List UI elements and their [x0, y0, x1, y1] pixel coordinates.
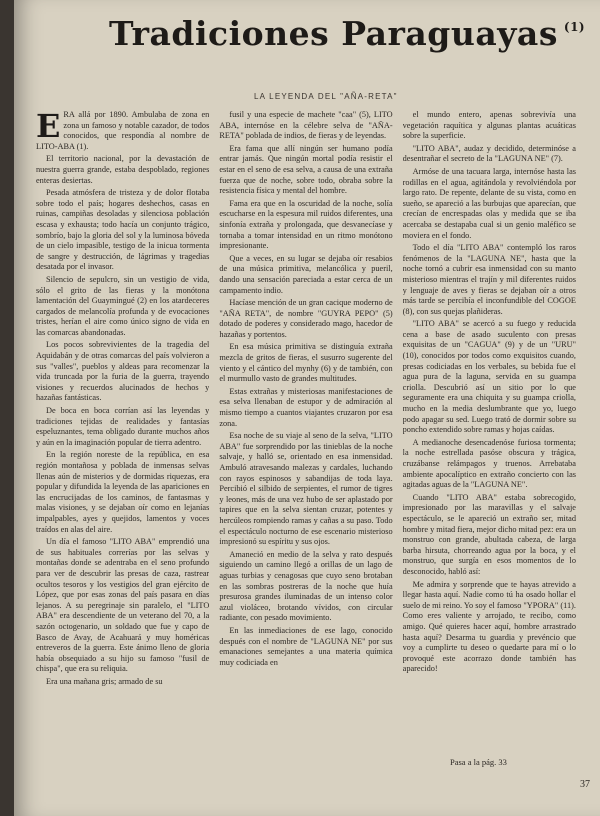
- paragraph: Silencio de sepulcro, sin un vestigio de vida, sólo el grito de las fieras y la monótona lamentación del Guaymingué (2) en los atardeceres cargados de melancolía profunda y de evocaciones tristes, herían el aire como único signo de vida en las comarcas abandonadas.: [36, 274, 210, 337]
- paragraph: Un día el famoso "LITO ABA" emprendió una de sus habituales correrías por las selvas y montañas donde se adentraba en el seno profundo para ver de descubrir las presas de caza, rastrear ocultos tesoros y los vestigios del gran ejército de López, que por esas zonas del país pasara en días lejanos. A su peregrinaje sin paralelo, el "LITO ABA" era descendiente de un veterano del 70, a la sazón octogenario, un soldado que fue y capo de Basco de Avay, de Acahuará y muy homéricas entreveros de la guerra. Este ánimo lleno de gloria había obsequiado a su hijo su famoso "fusil de chispa", que era su reliquia.: [36, 537, 210, 674]
- column-2: [219, 110, 392, 750]
- paragraph: Me admira y sorprende que te hayas atrevido a llegar hasta aquí. Nadie como tú ha osado hollar el suelo de mi reino. Yo soy el famoso "YPORA" (11). Como eres valiente y arrojado, te recibo, como amigo. Qué quieres hacer aquí, hombre arrastrado hasta aquí? Desarma tu guardia y prevéncio que voy a cumplirte tu deseo o quedarte para mí o lo provoqué este acorrazo donde también has aparecido!: [402, 579, 576, 674]
- paragraph: En la región noreste de la república, en esa región montañosa y poblada de inmensas selvas llenas aún de misterios y de dormidas riquezas, era popular y difundida la leyenda de las apariciones en las encrucijadas de los caminos, de fantasmas y malas visiones, y se dejaban oír como en lejanías impalpables, ayes y quejidos, lamentos y voces traídos en alas del aire.: [36, 450, 210, 534]
- page-number: 37: [580, 779, 590, 790]
- paragraph: "LITO ABA", audaz y decidido, determinóse a desentrañar el secreto de la "LAGUNA NE" (7).: [402, 143, 576, 164]
- paragraph: el mundo entero, apenas sobrevivía una vegetación raquítica y algunas plantas acuáticas sobre la superficie.: [402, 110, 576, 141]
- paragraph: Amaneció en medio de la selva y rato después siguiendo un camino llegó a orillas de un lago de aguas turbias y cenagosas que cuyo seno brotaban en las sombras postreras de la noche que huía presurosa grandes iluminadas de un intenso color azul violáceo, brotando vívidos, con circular radiante, con pesado movimiento.: [219, 549, 393, 623]
- paragraph: A medianoche desencadenóse furiosa tormenta; la noche estrellada pasóse obscura y trágica, cruzábanse relámpagos y truenos. Arrebataba ambiente apocalíptico en extraño concierto con las agitadas aguas de la "LAGUNA NE".: [402, 437, 576, 490]
- title-footnote-mark: (1): [563, 20, 586, 34]
- drop-cap: E: [36, 110, 61, 145]
- paragraph: En las inmediaciones de ese lago, conocido después con el nombre de "LAGUNA NE" por sus emanaciones semejantes a una materia química muy codiciada en: [219, 625, 393, 667]
- paragraph: Hacíase mención de un gran cacique moderno de "AÑA RETA", de nombre "GUYRA PEPO" (5) dotado de poderes y considerado mago, hacedor de hazañas y portentos.: [219, 298, 393, 339]
- paragraph: fusil y una especie de machete "caa" (5), LITO ABA, internóse en la célebre selva de "AÑA-RETA" poblada de indios, de fieras y de leyendas.: [219, 110, 393, 141]
- paragraph: Estas extrañas y misteriosas manifestaciones de esa selva llenaban de estupor y de admiración al mismo tiempo a cuantos viajantes cruzaron por esa zona.: [219, 386, 393, 428]
- paragraph: De boca en boca corrían así las leyendas y tradiciones tejidas de realidades y fantasías espeluznantes, tema obligado durante muchos años y aún en la imaginación popular de tierra adentro.: [36, 406, 210, 447]
- paragraph: "LITO ABA" se acercó a su fuego y reducida cena a base de asado suculento con presas exquisitas de un "CAGUA" (9) y de un "URU" (10), conocidos por todos como exquisitos cuando, presas codiciadas en los verbales, su bebida fue el agua pura de la laguna, servida en su guampa criolla. Descubrió así un sitio por lo que seguramente era una chiquita y su guampa criolla, mucho en la media deslumbrante que yo, luego podo apagar su sed. Luego trató de dormir sobre su poncho extendido sobre ramas y hojas caídas.: [402, 319, 576, 435]
- paragraph: Que a veces, en su lugar se dejaba oír resabios de una música primitiva, melancólica y pueril, dando una sensación pareciada a estar cerca de un campamento indio.: [219, 253, 393, 295]
- title-text: Tradiciones Paraguayas: [109, 14, 558, 53]
- paragraph: Fama era que en la oscuridad de la noche, solía escucharse en la espesura mil ruidos diferentes, una sinfonía extraña y prolongada, que desvanecíase y tornaba a tomar intensidad en un ritmo monótono impresionante.: [219, 198, 393, 251]
- paragraph: Todo el día "LITO ABA" contempló los raros fenómenos de la "LAGUNA NE", hasta que la noche tornó a cubrir esa inmensidad con su manto misterioso mientras el trajín y mil diferentes ruidos y lenguaje de aves y fieras se dejaban oír a otros más tarde se percibía el inconfundible del COGOE (8), con sus quejas plañideras.: [402, 243, 576, 316]
- paragraph: En esa música primitiva se distinguía extraña mezcla de gritos de fieras, el susurro sugerente del viento y el cántico del mynhy (6) y de también, con el murmullo vasto de grandes multitudes.: [219, 342, 393, 384]
- paragraph: [36, 110, 209, 152]
- article-subtitle: LA LEYENDA DEL "AÑA-RETA": [254, 92, 398, 101]
- paragraph: Era una mañana gris; armado de su: [46, 676, 163, 686]
- paragraph: El territorio nacional, por la devastación de nuestra guerra grande, estaba despoblado, regiones enteras desiertas.: [36, 154, 210, 185]
- column-3: [403, 110, 576, 750]
- paragraph: Pesada atmósfera de tristeza y de dolor flotaba sobre todo el país; hogares deshechos, casas en ruinas, campiñas desoladas y silenciosa población escasa y exhausta; todo hacía un conjunto trágico, sombrío, bajo la gloria del sol y la luminosa bóveda de un cielo impasible, testigo de la inicua tormenta de sangre y destrucción, de lágrimas y tragedias desatada por el invasor.: [36, 188, 210, 272]
- paragraph-text: RA allá por 1890. Ambulaba de zona en zona un famoso y notable cazador, de todos conocidos, que respondía al nombre de LITO-ABA (1).: [36, 110, 210, 151]
- article-title: [109, 14, 586, 53]
- paragraph: Esa noche de su viaje al seno de la selva, "LITO ABA" fue sorprendido por las tinieblas de la noche salvaje, y halló se, orientado en esa inmensidad. Ambuló atravesando malezas y cardales, luchando con rayos espinosos y sabandijas de toda laya. Percibió el silbido de serpientes, el rumor de tigres y leones, más de una vez hubo de ser aplastado por tapires que en la selva sientan cruzar, potentes y hercúleos rompiendo ramas y cañas a su paso. Todo el espectáculo nocturno de ese escenario misterioso impresionó su espíritu y sus ojos.: [219, 431, 393, 547]
- magazine-page: [14, 0, 600, 816]
- paragraph: Era fama que allí ningún ser humano podía entrar jamás. Que ningún mortal podía resistir el estar en el seno de esa selva, a causa de una extraña fuerza que de noche, sobre todo, obraba sobre la resistencia física y mental del hombre.: [219, 143, 393, 196]
- column-1: [36, 110, 209, 750]
- paragraph: Los pocos sobrevivientes de la tragedia del Aquidabán y de otras comarcas del país volvieron a sus "valles", pueblos y aldeas para recomenzar la vida truncada por la furia de la guerra, trayendo visiones y recuerdos alucinados de hechos y hazañas fantásticas.: [36, 340, 210, 403]
- article-body: [36, 110, 576, 750]
- paragraph: Cuando "LITO ABA" estaba sobrecogido, impresionado por las maravillas y el salvaje espectáculo, se le apareció un extraño ser, mitad hombre y mitad fiera, mejor dicho mitad pez: era un monstruo con grande, abultada cabeza, de larga barba hirsuta, chorreando agua por la boca, y el monstruo, que surgía en esos momentos de lo desconocido, habló así:: [402, 492, 576, 576]
- continued-note: Pasa a la pág. 33: [450, 757, 507, 767]
- paragraph: Armóse de una tacuara larga, internóse hasta las rodillas en el agua, agitándola y revolviéndola por largo rato. De repente, delante de su vista, como en sueño, se apareció a las burbujas que aparecían, que crecían de encrespadas olas y medida que se iba acercaba se destapaba cual si un genio maléfico se moviera en el fondo.: [402, 166, 576, 240]
